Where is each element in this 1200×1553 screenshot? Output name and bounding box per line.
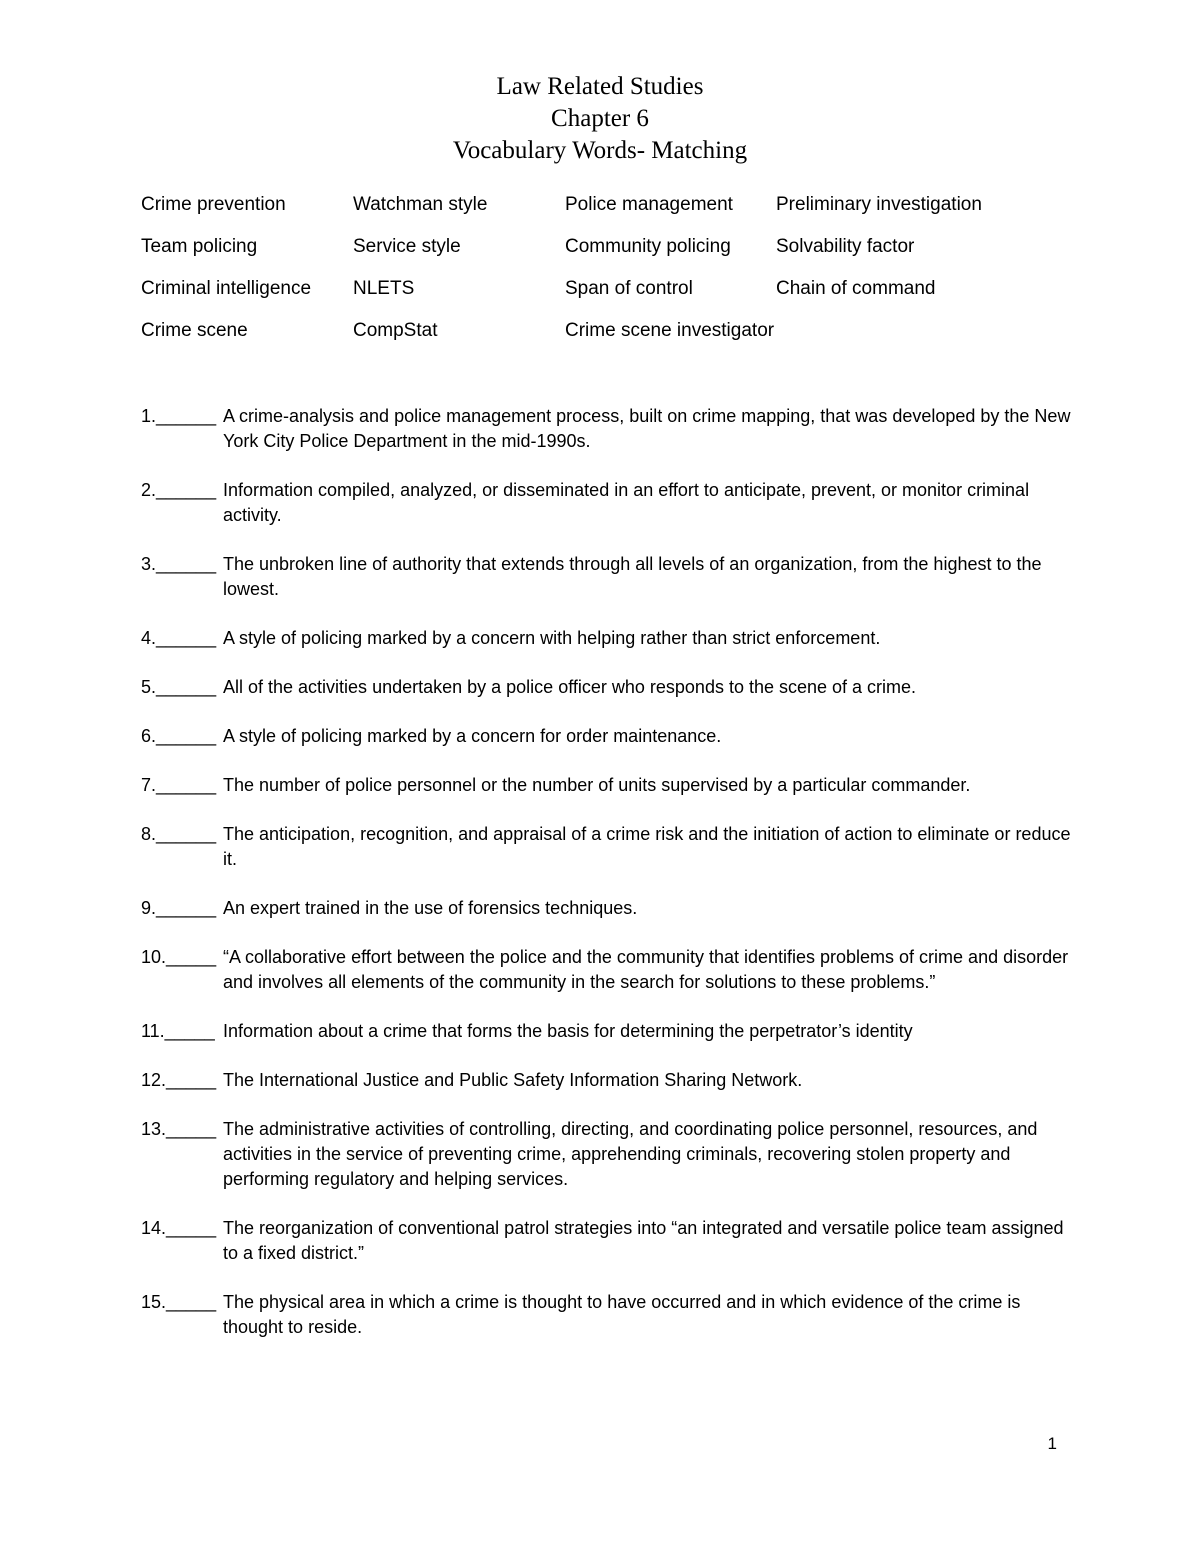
answer-blank[interactable]: 11._____ xyxy=(141,1021,215,1041)
question-definition: The reorganization of conventional patrol strategies into “an integrated and versatile police team assigned to a fixed district.” xyxy=(223,1218,1064,1263)
word-bank-term: Community policing xyxy=(565,236,731,257)
word-bank-term: Team policing xyxy=(141,236,258,257)
word-bank-term: NLETS xyxy=(353,278,415,299)
answer-blank[interactable]: 5.______ xyxy=(141,677,217,697)
question-item xyxy=(141,1019,1081,1044)
word-bank-term: Span of control xyxy=(565,278,693,299)
question-item xyxy=(141,675,1081,700)
word-bank-term: Police management xyxy=(565,194,733,215)
question-item xyxy=(141,1068,1081,1093)
question-item xyxy=(141,896,1081,921)
word-bank-term: Crime scene investigator xyxy=(565,320,775,341)
word-bank xyxy=(141,190,1101,358)
answer-blank[interactable]: 4.______ xyxy=(141,628,217,648)
page-number: 1 xyxy=(1047,1434,1057,1453)
question-definition: Information about a crime that forms the basis for determining the perpetrator’s identity xyxy=(223,1021,913,1041)
question-item xyxy=(141,478,1081,528)
answer-blank[interactable]: 7.______ xyxy=(141,775,217,795)
question-item xyxy=(141,1290,1081,1340)
question-definition: The unbroken line of authority that extends through all levels of an organization, from the highest to the lowest. xyxy=(223,554,1042,599)
document-header xyxy=(0,71,1200,167)
answer-blank[interactable]: 12._____ xyxy=(141,1070,217,1090)
word-bank-row xyxy=(141,316,1101,358)
question-item xyxy=(141,822,1081,872)
question-definition: The International Justice and Public Safety Information Sharing Network. xyxy=(223,1070,803,1090)
question-definition: The number of police personnel or the number of units supervised by a particular commander. xyxy=(223,775,971,795)
question-definition: All of the activities undertaken by a police officer who responds to the scene of a crime. xyxy=(223,677,917,697)
question-item xyxy=(141,724,1081,749)
question-definition: A style of policing marked by a concern for order maintenance. xyxy=(223,726,722,746)
question-item xyxy=(141,404,1081,454)
answer-blank[interactable]: 9.______ xyxy=(141,898,217,918)
chapter-heading: Chapter 6 xyxy=(551,105,649,132)
word-bank-term: Chain of command xyxy=(776,278,936,299)
question-item xyxy=(141,626,1081,651)
document-title: Law Related Studies xyxy=(496,73,704,100)
word-bank-term: CompStat xyxy=(353,320,438,341)
answer-blank[interactable]: 8.______ xyxy=(141,824,217,844)
question-definition: Information compiled, analyzed, or disseminated in an effort to anticipate, prevent, or monitor criminal activity. xyxy=(223,480,1030,525)
question-definition: “A collaborative effort between the police and the community that identifies problems of crime and disorder and involves all elements of the community in the search for solutions to these problems.” xyxy=(223,947,1069,992)
answer-blank[interactable]: 1.______ xyxy=(141,406,217,426)
answer-blank[interactable]: 2.______ xyxy=(141,480,217,500)
answer-blank[interactable]: 3.______ xyxy=(141,554,217,574)
question-definition: The administrative activities of controlling, directing, and coordinating police personnel, resources, and activities in the service of preventing crime, apprehending criminals, recovering stolen property and performing regulatory and helping services. xyxy=(223,1119,1038,1189)
word-bank-row xyxy=(141,232,1101,274)
answer-blank[interactable]: 15._____ xyxy=(141,1292,217,1312)
matching-questions xyxy=(141,404,1081,1364)
word-bank-term: Preliminary investigation xyxy=(776,194,982,215)
answer-blank[interactable]: 14._____ xyxy=(141,1218,217,1238)
question-definition: An expert trained in the use of forensics techniques. xyxy=(223,898,638,918)
word-bank-term: Criminal intelligence xyxy=(141,278,312,299)
question-item xyxy=(141,1117,1081,1192)
word-bank-term: Solvability factor xyxy=(776,236,915,257)
question-item xyxy=(141,773,1081,798)
answer-blank[interactable]: 6.______ xyxy=(141,726,217,746)
answer-blank[interactable]: 10._____ xyxy=(141,947,217,967)
word-bank-term: Crime scene xyxy=(141,320,248,341)
question-item xyxy=(141,552,1081,602)
word-bank-term: Crime prevention xyxy=(141,194,286,215)
word-bank-row xyxy=(141,190,1101,232)
question-definition: A crime-analysis and police management process, built on crime mapping, that was developed by the New York City Police Department in the mid-1990s. xyxy=(223,406,1071,451)
word-bank-term: Watchman style xyxy=(353,194,488,215)
word-bank-term: Service style xyxy=(353,236,461,257)
answer-blank[interactable]: 13._____ xyxy=(141,1119,217,1139)
question-item xyxy=(141,1216,1081,1266)
question-definition: A style of policing marked by a concern with helping rather than strict enforcement. xyxy=(223,628,881,648)
document-subtitle: Vocabulary Words- Matching xyxy=(452,137,748,164)
word-bank-row xyxy=(141,274,1101,316)
question-definition: The anticipation, recognition, and appraisal of a crime risk and the initiation of action to eliminate or reduce it. xyxy=(223,824,1071,869)
question-item xyxy=(141,945,1081,995)
question-definition: The physical area in which a crime is thought to have occurred and in which evidence of the crime is thought to reside. xyxy=(223,1292,1021,1337)
